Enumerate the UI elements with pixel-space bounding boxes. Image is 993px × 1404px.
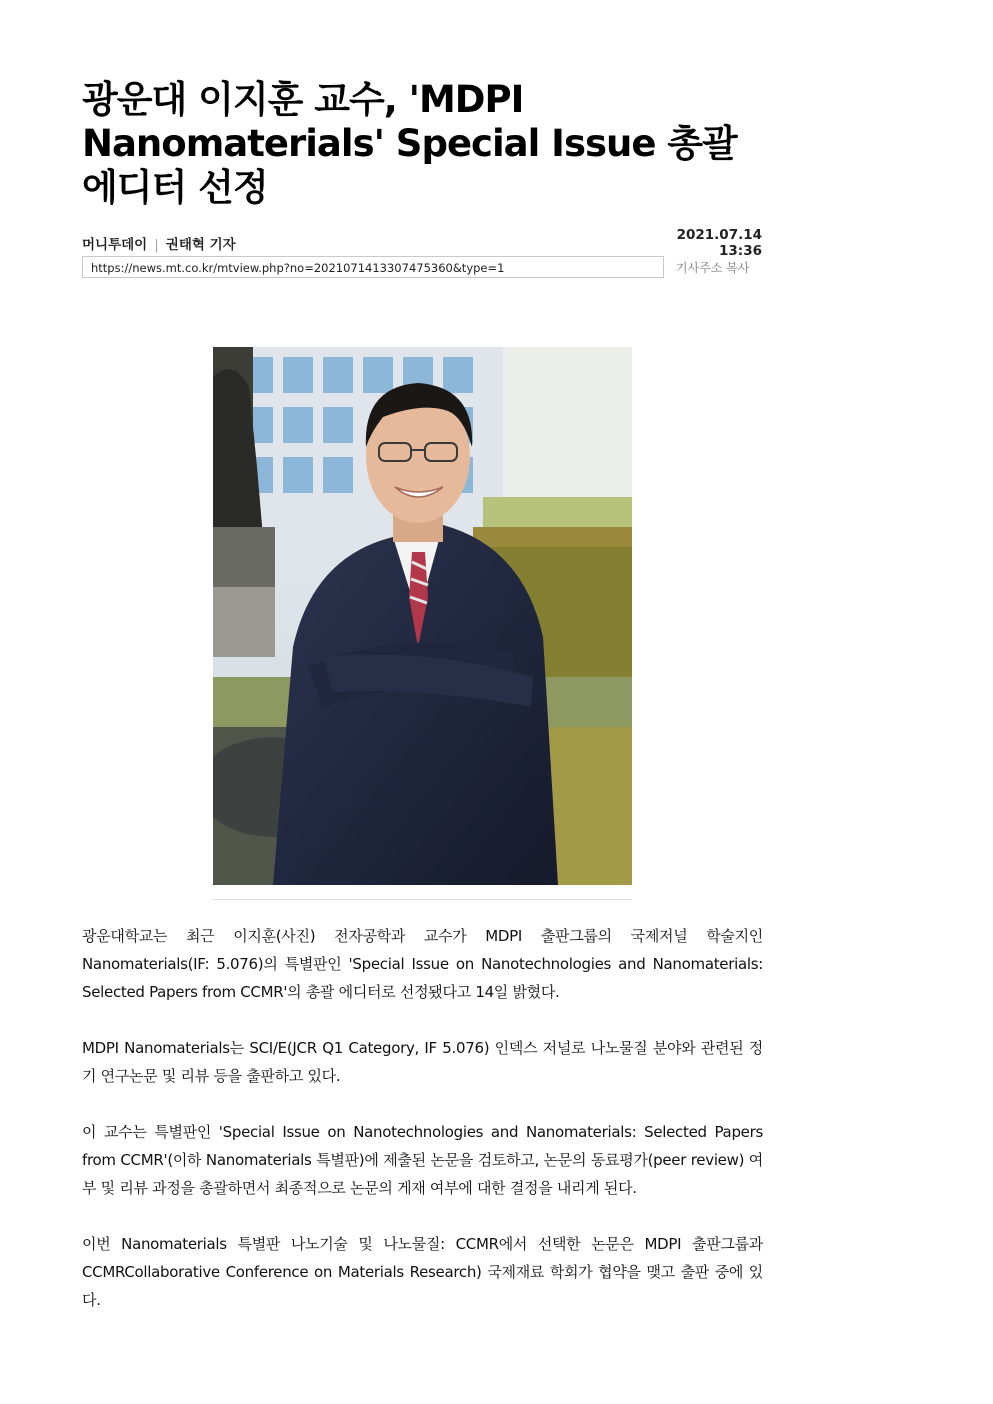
publisher-name[interactable]: 머니투데이: [82, 237, 148, 253]
reporter-name[interactable]: 권태혁 기자: [165, 237, 236, 253]
byline-divider: |: [154, 237, 159, 253]
portrait-photo-icon: [213, 347, 632, 885]
article-paragraph-4: 이번 Nanomaterials 특별판 나노기술 및 나노물질: CCMR에서 선택한 논문은 MDPI 출판그룹과 CCMRCollaborative Conference on Materials Research) 국제재료 학회가 협약을 맺고 출판 중에 있다.: [82, 1235, 763, 1309]
copy-url-button[interactable]: 기사주소 복사: [676, 261, 750, 275]
article-paragraph-3: 이 교수는 특별판인 'Special Issue on Nanotechnologies and Nanomaterials: Selected Papers from CCMR'(이하 Nanomaterials 특별판)에 제출된 논문을 검토하고, 논문의 동료평가(peer review) 여부 및 리뷰 과정을 총괄하면서 최종적으로 논문의 게재 여부에 대한 결정을 내리게 된다.: [82, 1123, 763, 1197]
article-url-field[interactable]: https://news.mt.co.kr/mtview.php?no=2021071413307475360&type=1: [82, 256, 664, 278]
article-photo: [213, 347, 632, 885]
article-headline: 광운대 이지훈 교수, 'MDPI Nanomaterials' Special Issue 총괄 에디터 선정: [82, 78, 737, 209]
photo-divider: [213, 899, 632, 900]
byline: [82, 233, 236, 253]
article-paragraph-1: 광운대학교는 최근 이지훈(사진) 전자공학과 교수가 MDPI 출판그룹의 국제저널 학술지인 Nanomaterials(IF: 5.076)의 특별판인 'Special Issue on Nanotechnologies and Nanomaterials: Selected Papers from CCMR'의 총괄 에디터로 선정됐다고 14일 밝혔다.: [82, 927, 763, 1001]
article-datetime: 2021.07.14 13:36: [676, 227, 762, 259]
article-paragraph-2: MDPI Nanomaterials는 SCI/E(JCR Q1 Category, IF 5.076) 인덱스 저널로 나노물질 분야와 관련된 정기 연구논문 및 리뷰 등을 출판하고 있다.: [82, 1039, 763, 1085]
